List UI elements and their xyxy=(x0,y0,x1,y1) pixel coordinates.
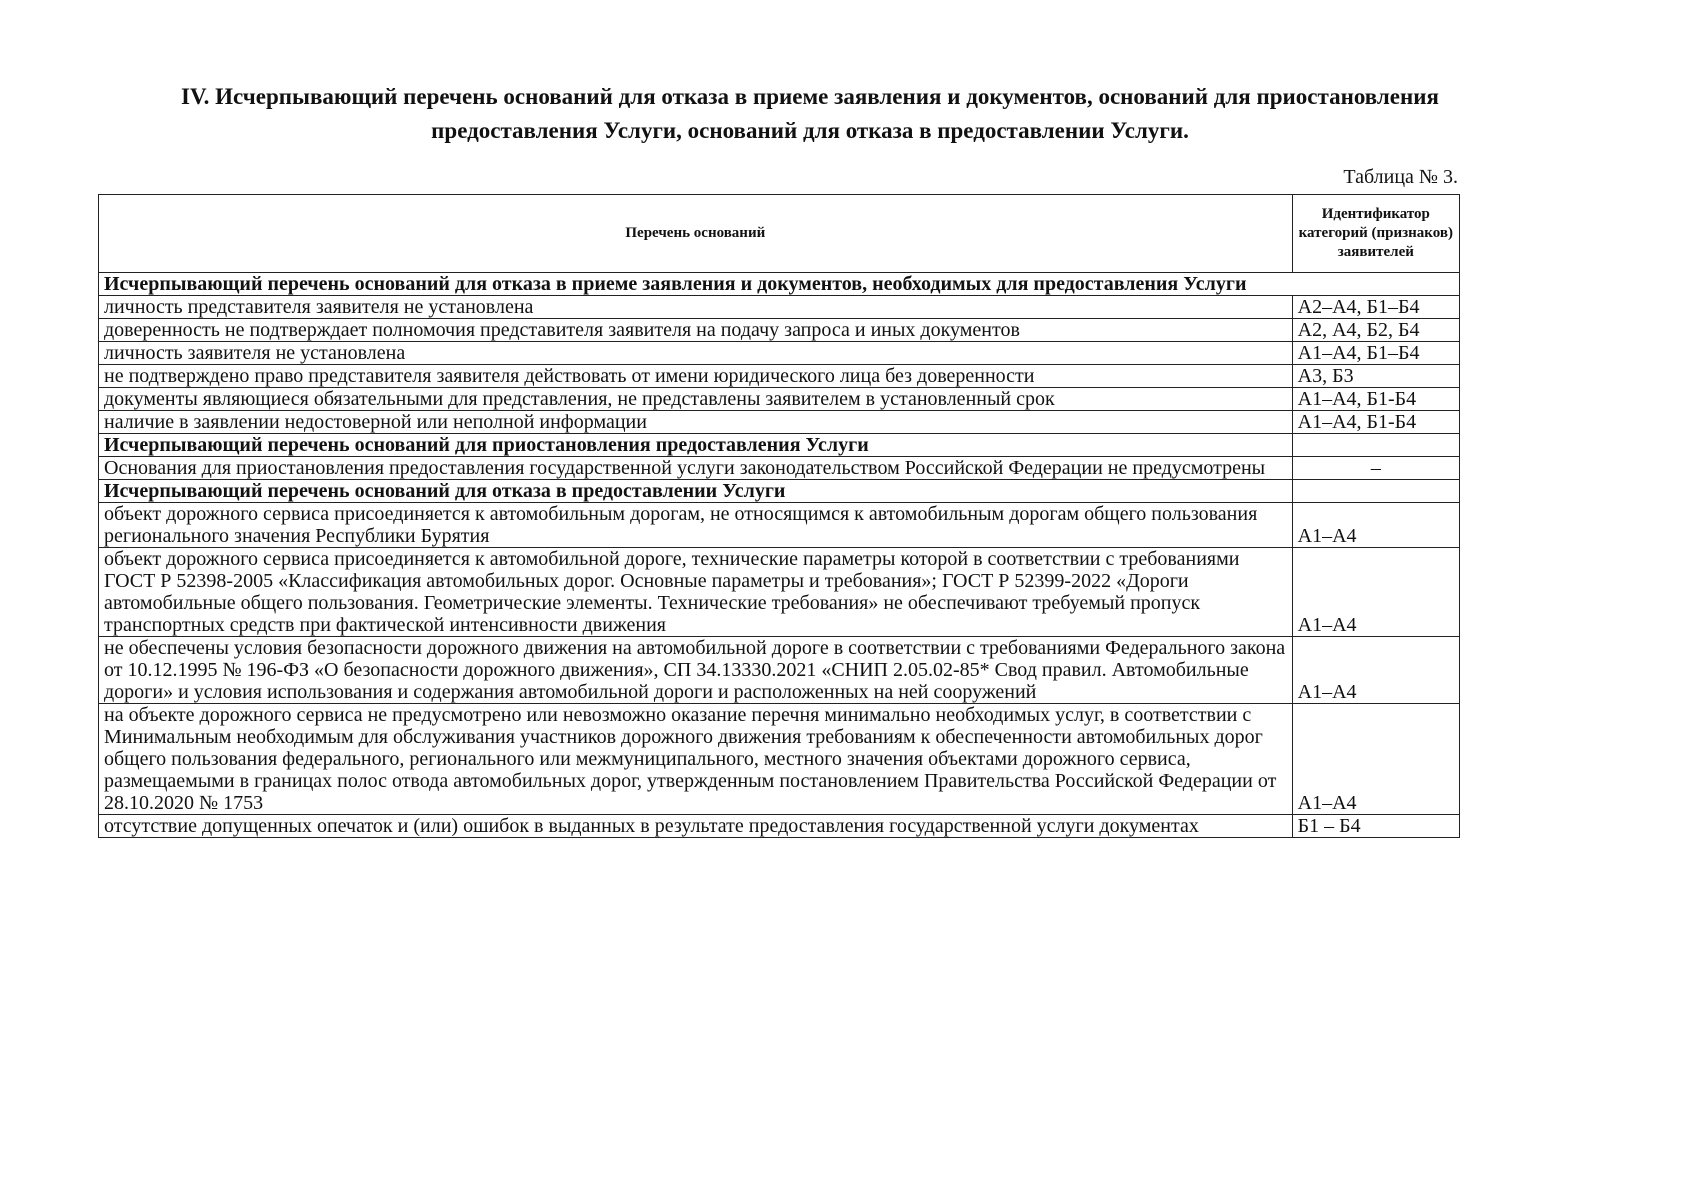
row-text: доверенность не подтверждает полномочия представителя заявителя на подачу запроса и иных документов xyxy=(99,319,1293,342)
row-identifier: А2, А4, Б2, Б4 xyxy=(1292,319,1459,342)
row-text: объект дорожного сервиса присоединяется к автомобильной дороге, технические параметры которой в соответствии с требованиями ГОСТ Р 52398-2005 «Классификация автомобильных дорог. Основные параметры и требования»; ГОСТ Р 52399-2022 «Дороги автомобильные общего пользования. Геометрические элементы. Технические требования» не обеспечивают требуемый пропуск транспортных средств при фактической интенсивности движения xyxy=(99,548,1293,637)
row-identifier: А1–А4, Б1-Б4 xyxy=(1292,411,1459,434)
row-identifier: А1–А4 xyxy=(1292,637,1459,704)
row-text: личность заявителя не установлена xyxy=(99,342,1293,365)
table-row xyxy=(99,319,1460,342)
table-row xyxy=(99,296,1460,319)
table-row xyxy=(99,637,1460,704)
row-identifier: А1–А4, Б1–Б4 xyxy=(1292,342,1459,365)
row-text: документы являющиеся обязательными для представления, не представлены заявителем в установленный срок xyxy=(99,388,1293,411)
grounds-table xyxy=(98,194,1460,838)
table-row xyxy=(99,704,1460,815)
row-identifier: А1–А4 xyxy=(1292,704,1459,815)
section-heading-row xyxy=(99,480,1460,503)
header-identifier: Идентификатор категорий (признаков) заявителей xyxy=(1292,195,1459,273)
section-heading-row xyxy=(99,273,1460,296)
table-row xyxy=(99,503,1460,548)
row-text: Основания для приостановления предоставления государственной услуги законодательством Российской Федерации не предусмотрены xyxy=(99,457,1293,480)
section-heading-row xyxy=(99,434,1460,457)
row-identifier: А1–А4, Б1-Б4 xyxy=(1292,388,1459,411)
table-row xyxy=(99,388,1460,411)
row-text: отсутствие допущенных опечаток и (или) ошибок в выданных в результате предоставления государственной услуги документах xyxy=(99,815,1293,838)
row-text: не подтверждено право представителя заявителя действовать от имени юридического лица без доверенности xyxy=(99,365,1293,388)
row-text: наличие в заявлении недостоверной или неполной информации xyxy=(99,411,1293,434)
row-identifier: А3, Б3 xyxy=(1292,365,1459,388)
row-text: личность представителя заявителя не установлена xyxy=(99,296,1293,319)
table-header-row xyxy=(99,195,1460,273)
table-row xyxy=(99,342,1460,365)
row-text: объект дорожного сервиса присоединяется к автомобильным дорогам, не относящимся к автомобильным дорогам общего пользования регионального значения Республики Бурятия xyxy=(99,503,1293,548)
table-number-label: Таблица № 3. xyxy=(1343,166,1458,188)
row-text: на объекте дорожного сервиса не предусмотрено или невозможно оказание перечня минимально необходимых услуг, в соответствии с Минимальным необходимым для обслуживания участников дорожного движения требованиям к обеспеченности автомобильных дорог общего пользования федерального, регионального или межмуниципального, местного значения объектами дорожного сервиса, размещаемыми в границах полос отвода автомобильных дорог, утвержденным постановлением Правительства Российской Федерации от 28.10.2020 № 1753 xyxy=(99,704,1293,815)
section-heading: Исчерпывающий перечень оснований для приостановления предоставления Услуги xyxy=(99,434,1293,457)
row-identifier: А2–А4, Б1–Б4 xyxy=(1292,296,1459,319)
section-heading-empty-cell xyxy=(1292,434,1459,457)
document-title: IV. Исчерпывающий перечень оснований для отказа в приеме заявления и документов, оснований для приостановления предоставления Услуги, оснований для отказа в предоставлении Услуги. xyxy=(181,84,1439,143)
table-row xyxy=(99,457,1460,480)
header-grounds: Перечень оснований xyxy=(99,195,1293,273)
table-row xyxy=(99,411,1460,434)
row-identifier: – xyxy=(1292,457,1459,480)
table-row xyxy=(99,365,1460,388)
section-heading: Исчерпывающий перечень оснований для отказа в предоставлении Услуги xyxy=(99,480,1293,503)
section-heading: Исчерпывающий перечень оснований для отказа в приеме заявления и документов, необходимых для предоставления Услуги xyxy=(99,273,1460,296)
section-heading-empty-cell xyxy=(1292,480,1459,503)
table-row xyxy=(99,815,1460,838)
row-text: не обеспечены условия безопасности дорожного движения на автомобильной дороге в соответствии с требованиями Федерального закона от 10.12.1995 № 196-ФЗ «О безопасности дорожного движения», СП 34.13330.2021 «СНИП 2.05.02-85* Свод правил. Автомобильные дороги» и условия использования и содержания автомобильной дороги и расположенных на ней сооружений xyxy=(99,637,1293,704)
table-row xyxy=(99,548,1460,637)
row-identifier: А1–А4 xyxy=(1292,503,1459,548)
row-identifier: Б1 – Б4 xyxy=(1292,815,1459,838)
row-identifier: А1–А4 xyxy=(1292,548,1459,637)
